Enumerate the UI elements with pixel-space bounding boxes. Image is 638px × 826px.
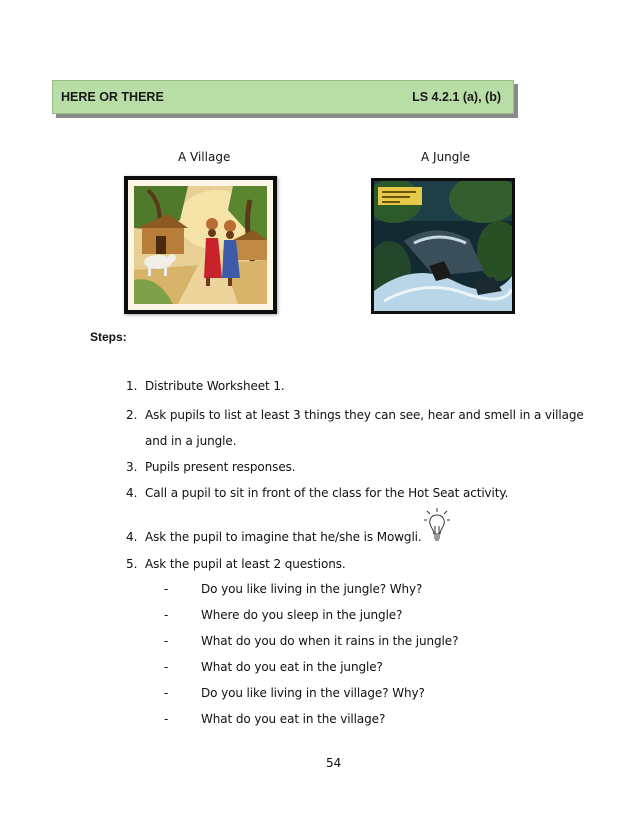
step-number: 1. [126, 379, 138, 393]
section-header-banner [52, 80, 514, 114]
steps-heading: Steps: [90, 330, 127, 344]
step-number: 2. [126, 408, 138, 422]
jungle-image-label: A Jungle [421, 150, 471, 164]
step-text-continuation: and in a jungle. [145, 434, 237, 448]
question-item: Where do you sleep in the jungle? [201, 608, 403, 622]
question-dash: - [164, 582, 169, 596]
jungle-picture [371, 178, 515, 314]
step-text: Call a pupil to sit in front of the class for the Hot Seat activity. [145, 486, 509, 500]
step-number: 5. [126, 557, 138, 571]
question-item: What do you eat in the jungle? [201, 660, 383, 674]
step-number: 3. [126, 460, 138, 474]
question-item: Do you like living in the jungle? Why? [201, 582, 423, 596]
question-item: What do you eat in the village? [201, 712, 386, 726]
step-number: 4. [126, 486, 138, 500]
lightbulb-icon [424, 508, 450, 544]
question-item: Do you like living in the village? Why? [201, 686, 425, 700]
question-item: What do you do when it rains in the jungle? [201, 634, 459, 648]
question-dash: - [164, 608, 169, 622]
step-number: 4. [126, 530, 138, 544]
standard-code: LS 4.2.1 (a), (b) [412, 90, 501, 104]
question-dash: - [164, 660, 169, 674]
village-picture [124, 176, 277, 314]
question-dash: - [164, 712, 169, 726]
question-dash: - [164, 634, 169, 648]
section-title: HERE OR THERE [61, 90, 164, 104]
page-number: 54 [326, 756, 342, 770]
step-text: Ask the pupil at least 2 questions. [145, 557, 346, 571]
step-text: Ask pupils to list at least 3 things they can see, hear and smell in a village [145, 408, 584, 422]
step-text: Pupils present responses. [145, 460, 296, 474]
step-text: Ask the pupil to imagine that he/she is Mowgli. [145, 530, 422, 544]
step-text: Distribute Worksheet 1. [145, 379, 285, 393]
question-dash: - [164, 686, 169, 700]
village-image-label: A Village [178, 150, 231, 164]
